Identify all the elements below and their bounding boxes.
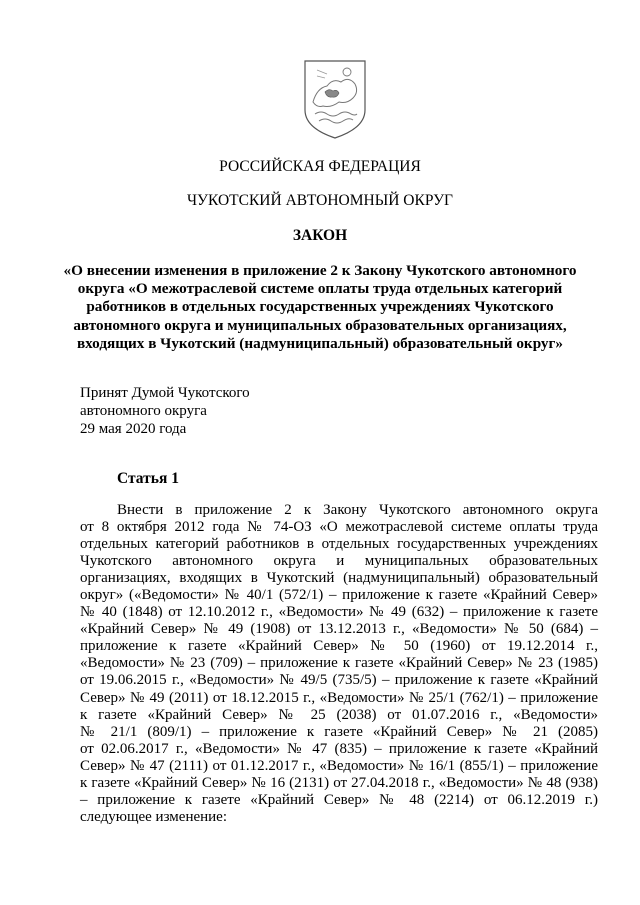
region-name: ЧУКОТСКИЙ АВТОНОМНЫЙ ОКРУГ [186, 192, 454, 209]
adoption-line: Принят Думой Чукотского [80, 385, 250, 401]
article-line: к газете «Крайний Север» № 25 (2038) от 01.07.2016 г., «Ведомости» [80, 706, 598, 723]
law-title-line: «О внесении изменения в приложение 2 к Закону Чукотского автономного [63, 262, 577, 279]
article-body [80, 502, 598, 826]
law-title [0, 262, 640, 353]
article-line: следующее изменение: [80, 808, 228, 825]
adoption-date: 29 мая 2020 года [80, 421, 187, 438]
article-line: приложение к газете «Крайний Север» № 50 (1960) от 19.12.2014 г., [80, 638, 598, 655]
coat-of-arms-icon [303, 58, 367, 140]
article-line: № 40 (1848) от 12.10.2012 г., «Ведомости» № 49 (632) – приложение к газете [80, 604, 598, 621]
document-type: ЗАКОН [292, 227, 348, 244]
article-line: отдельных категорий работников в отдельных государственных учреждениях [80, 536, 598, 553]
article-line: Чукотского автономного округа и муниципальных образовательных [80, 553, 598, 570]
article-heading: Статья 1 [117, 470, 179, 487]
article-line: Север» № 47 (2111) от 01.12.2017 г., «Ведомости» № 16/1 (855/1) – приложение [80, 757, 598, 774]
law-title-line: входящих в Чукотский (надмуниципальный) образовательный округ» [76, 334, 564, 352]
law-title-line: работников в отдельных государственных учреждениях Чукотского [86, 298, 554, 316]
article-line: округ» («Ведомости» № 40/1 (572/1) – приложение к газете «Крайний Север» [80, 587, 598, 604]
article-line: от 8 октября 2012 года № 74-ОЗ «О межотраслевой системе оплаты труда [80, 519, 598, 536]
article-line: от 19.06.2015 г., «Ведомости» № 49/5 (735/5) – приложение к газете «Крайний [80, 672, 598, 689]
article-line: Север» № 49 (2011) от 18.12.2015 г., «Ведомости» № 25/1 (762/1) – приложение [80, 689, 598, 706]
article-line: к газете «Крайний Север» № 16 (2131) от 27.04.2018 г., «Ведомости» № 48 (938) [80, 774, 598, 791]
article-line: № 21/1 (809/1) – приложение к газете «Крайний Север» № 21 (2085) [80, 723, 598, 740]
country-name: РОССИЙСКАЯ ФЕДЕРАЦИЯ [219, 158, 421, 175]
article-line: от 02.06.2017 г., «Ведомости» № 47 (835) – приложение к газете «Крайний [80, 740, 598, 757]
adoption-line: автономного округа [80, 403, 207, 420]
law-title-line: автономного округа и муниципальных образовательных организациях, [73, 316, 567, 334]
article-line: – приложение к газете «Крайний Север» № 48 (2214) от 06.12.2019 г.) [80, 791, 598, 808]
article-line: Внести в приложение 2 к Закону Чукотского автономного округа [117, 502, 598, 518]
article-line: «Ведомости» № 23 (709) – приложение к газете «Крайний Север» № 23 (1985) [80, 655, 598, 672]
article-line: организациях, входящих в Чукотский (надмуниципальный) образовательный [80, 570, 598, 587]
law-title-line: округа «О межотраслевой системе оплаты труда отдельных категорий [77, 280, 563, 298]
adoption-info [80, 384, 250, 439]
article-line: «Крайний Север» № 49 (1908) от 13.12.2013 г., «Ведомости» № 50 (684) – [80, 621, 598, 638]
